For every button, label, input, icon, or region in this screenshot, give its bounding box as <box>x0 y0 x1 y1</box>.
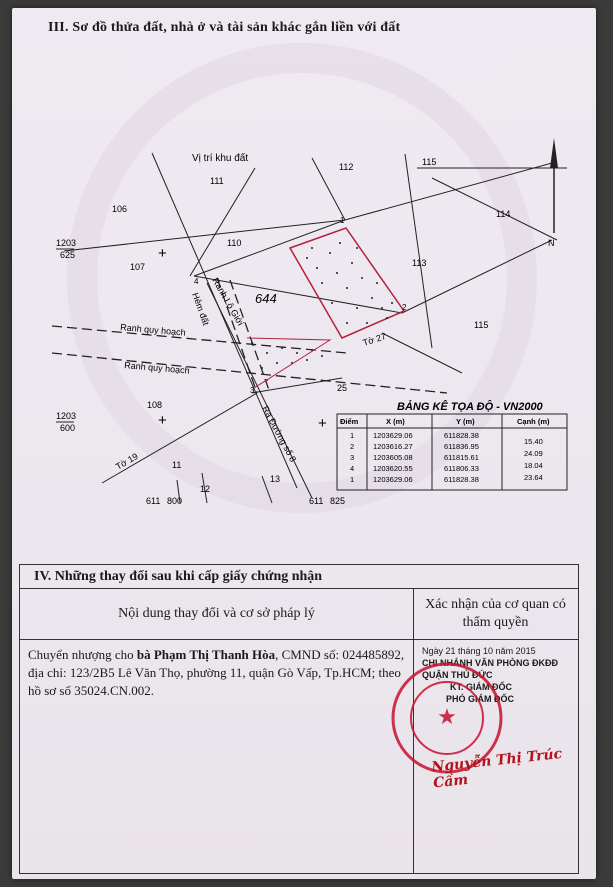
svg-text:3: 3 <box>350 453 355 462</box>
svg-text:Điểm: Điểm <box>340 417 359 426</box>
svg-text:800: 800 <box>167 496 183 506</box>
parcel-644-boundary <box>290 228 404 338</box>
changes-content-header: Nội dung thay đổi và cơ sở pháp lý <box>20 589 413 640</box>
svg-text:Ra Đường số 8: Ra Đường số 8 <box>260 404 299 464</box>
confirm-date: Ngày 21 tháng 10 năm 2015 <box>422 646 536 656</box>
svg-text:3: 3 <box>250 386 255 395</box>
svg-text:Y (m): Y (m) <box>456 417 475 426</box>
svg-text:Tờ 19: Tờ 19 <box>114 451 140 472</box>
svg-text:★: ★ <box>437 704 457 729</box>
svg-text:611: 611 <box>146 496 161 506</box>
location-label: Vị trí khu đất <box>192 153 249 164</box>
section4-title: IV. Những thay đổi sau khi cấp giấy chứng nhận <box>20 565 578 589</box>
svg-text:112: 112 <box>339 162 354 172</box>
svg-text:+: + <box>158 245 167 262</box>
svg-text:115: 115 <box>422 157 437 167</box>
svg-text:13: 13 <box>270 474 281 484</box>
svg-text:625: 625 <box>60 250 76 260</box>
svg-text:115: 115 <box>474 320 489 330</box>
confirm-role1: KT. GIÁM ĐỐC <box>450 682 512 692</box>
svg-text:Ranh Lộ Giới: Ranh Lộ Giới <box>210 276 246 328</box>
svg-text:114: 114 <box>496 209 511 219</box>
svg-text:15.40: 15.40 <box>524 437 543 446</box>
svg-text:107: 107 <box>130 262 146 272</box>
svg-text:Tờ 27: Tờ 27 <box>361 330 388 348</box>
svg-text:110: 110 <box>227 238 242 248</box>
svg-text:1203629.06: 1203629.06 <box>373 431 413 440</box>
svg-text:1203620.55: 1203620.55 <box>373 464 413 473</box>
svg-text:Cạnh (m): Cạnh (m) <box>517 417 550 426</box>
road-line-left <box>152 153 297 488</box>
svg-text:611: 611 <box>309 496 324 506</box>
svg-text:11: 11 <box>172 460 182 470</box>
svg-text:4: 4 <box>194 277 199 286</box>
svg-text:N: N <box>548 238 555 248</box>
svg-text:1: 1 <box>340 216 345 225</box>
coord-table-title: BẢNG KÊ TỌA ĐỘ - VN2000 <box>397 401 543 413</box>
svg-text:108: 108 <box>147 400 163 410</box>
svg-text:4: 4 <box>350 464 355 473</box>
svg-text:24.09: 24.09 <box>524 449 543 458</box>
svg-text:1: 1 <box>350 475 355 484</box>
svg-text:1: 1 <box>350 431 355 440</box>
svg-text:X (m): X (m) <box>386 417 405 426</box>
svg-text:1203629.06: 1203629.06 <box>373 475 413 484</box>
parcel-number: 644 <box>255 291 277 306</box>
svg-text:18.04: 18.04 <box>524 461 543 470</box>
parcel-map <box>12 8 596 528</box>
svg-text:825: 825 <box>330 496 346 506</box>
svg-text:1203: 1203 <box>56 238 77 248</box>
svg-text:1203616.27: 1203616.27 <box>373 442 413 451</box>
svg-text:106: 106 <box>112 204 128 214</box>
svg-text:611828.38: 611828.38 <box>444 431 479 440</box>
svg-text:2: 2 <box>350 442 355 451</box>
svg-text:113: 113 <box>412 258 427 268</box>
svg-text:25: 25 <box>337 383 348 393</box>
certificate-page <box>12 8 596 879</box>
svg-text:Ranh quy hoạch: Ranh quy hoạch <box>123 360 191 376</box>
changes-content-column <box>20 589 414 873</box>
north-arrow-icon <box>550 138 558 233</box>
svg-text:111: 111 <box>210 176 224 186</box>
svg-text:Hẻm đất: Hẻm đất <box>190 291 212 327</box>
confirmation-header: Xác nhận của cơ quan có thẩm quyền <box>413 589 578 640</box>
svg-text:+: + <box>318 415 327 432</box>
svg-text:611815.61: 611815.61 <box>444 453 479 462</box>
svg-text:Ranh quy hoạch: Ranh quy hoạch <box>119 322 187 338</box>
svg-text:2: 2 <box>402 303 407 312</box>
changes-content-text: Chuyển nhượng cho bà Phạm Thị Thanh Hòa, CMND số: 024485892, địa chỉ: 123/2B5 Lê Văn Thọ, phường 11, quận Gò Vấp, Tp.HCM; theo hồ sơ số 35024.CN.002. <box>28 647 405 698</box>
svg-text:12: 12 <box>200 484 211 494</box>
svg-text:611828.38: 611828.38 <box>444 475 479 484</box>
signer-name: Nguyễn Thị Trúc Cầm <box>430 745 563 792</box>
svg-text:611836.95: 611836.95 <box>444 442 479 451</box>
svg-text:+: + <box>158 412 167 429</box>
svg-text:23.64: 23.64 <box>524 473 543 482</box>
confirm-org: CHI NHÁNH VĂN PHÒNG ĐKĐĐ QUẬN THỦ ĐỨC <box>422 658 559 680</box>
confirm-role2: PHÓ GIÁM ĐỐC <box>446 694 515 704</box>
svg-text:1203: 1203 <box>56 411 77 421</box>
svg-text:600: 600 <box>60 423 76 433</box>
svg-text:1203605.08: 1203605.08 <box>373 453 413 462</box>
svg-text:611806.33: 611806.33 <box>444 464 479 473</box>
section3-title: III. Sơ đồ thửa đất, nhà ở và tài sản khác gắn liền với đất <box>48 20 401 35</box>
